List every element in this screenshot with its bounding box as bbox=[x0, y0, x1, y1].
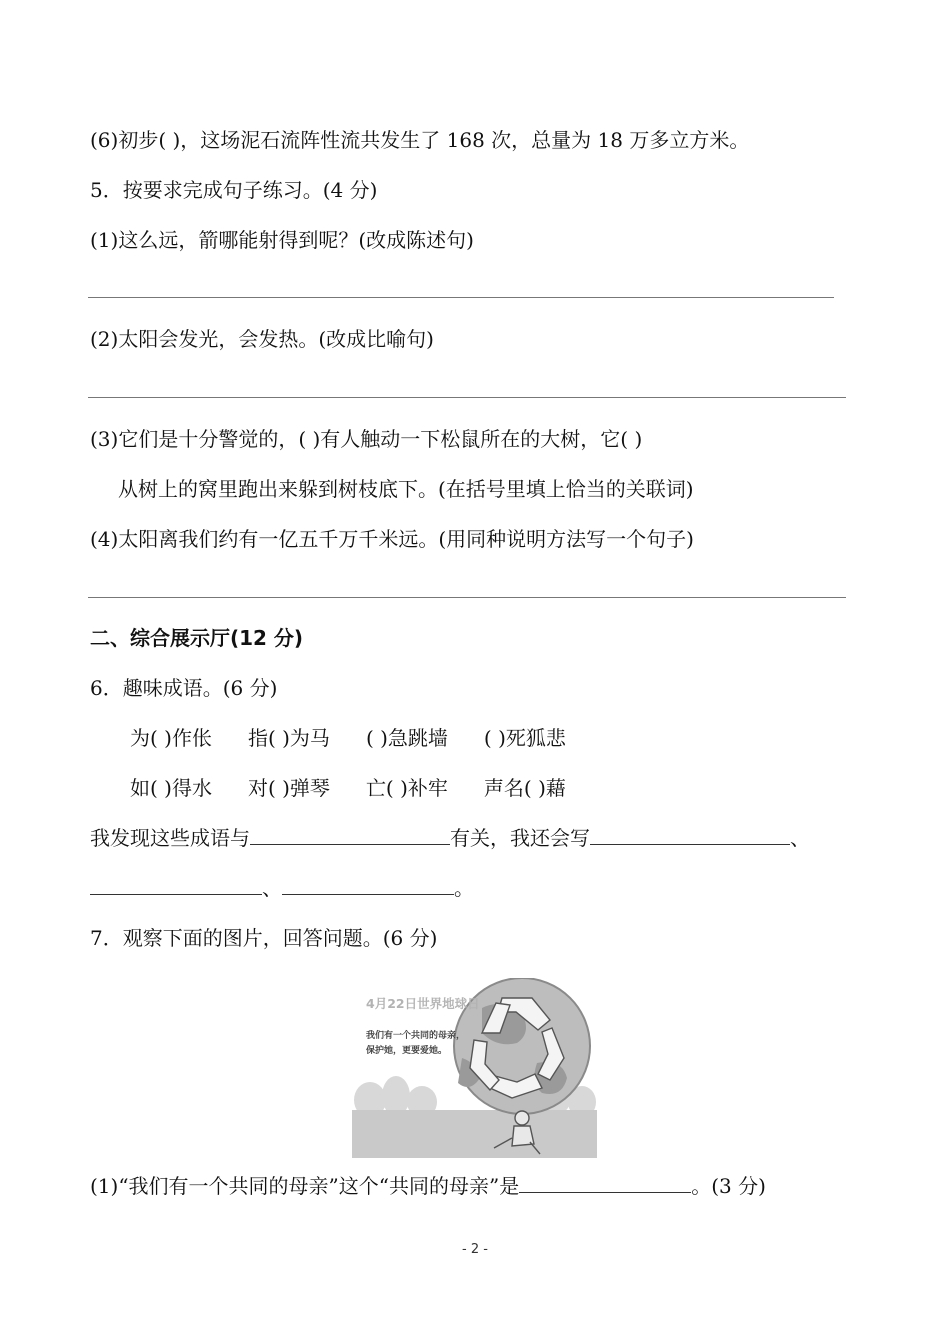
end-mark: 。 bbox=[454, 876, 474, 900]
discovery-blank-2[interactable] bbox=[590, 824, 790, 845]
discovery-text-b: 有关，我还会写 bbox=[450, 826, 590, 850]
page-number: - 2 - bbox=[462, 1242, 488, 1257]
q5-sentence-4: (4)太阳离我们约有一亿五千万千米远。(用同种说明方法写一个句子) bbox=[90, 527, 694, 551]
poster-title: 4月22日世界地球日 bbox=[366, 996, 480, 1011]
q5-title: 5．按要求完成句子练习。(4 分) bbox=[90, 178, 378, 202]
idiom-row-2 bbox=[130, 774, 602, 802]
q6-more-idioms-line bbox=[90, 874, 474, 902]
sep-mark: 、 bbox=[262, 876, 282, 900]
q6-discovery-line bbox=[90, 824, 810, 852]
q7-sub1-text: (1)“我们有一个共同的母亲”这个“共同的母亲”是 bbox=[90, 1174, 520, 1198]
poster-line-1: 我们有一个共同的母亲， bbox=[366, 1031, 466, 1041]
idiom-row-1 bbox=[130, 724, 602, 752]
section-2-heading: 二、综合展示厅(12 分) bbox=[90, 626, 304, 650]
idiom[interactable]: 指( )为马 bbox=[247, 726, 330, 750]
q5-sentence-3b: 从树上的窝里跑出来躲到树枝底下。(在括号里填上恰当的关联词) bbox=[118, 477, 694, 501]
idiom[interactable]: 亡( )补牢 bbox=[365, 776, 448, 800]
idiom[interactable]: ( )死狐悲 bbox=[483, 726, 566, 750]
answer-line-4[interactable] bbox=[88, 597, 846, 598]
answer-line-2[interactable] bbox=[88, 397, 846, 398]
q7-title: 7．观察下面的图片，回答问题。(6 分) bbox=[90, 926, 438, 950]
q5-sentence-3a: (3)它们是十分警觉的，( )有人触动一下松鼠所在的大树，它( ) bbox=[90, 427, 643, 451]
q7-subquestion-1 bbox=[90, 1172, 766, 1200]
idiom[interactable]: 声名( )藉 bbox=[483, 776, 566, 800]
q7-sub1-blank[interactable] bbox=[519, 1172, 691, 1193]
discovery-blank-1[interactable] bbox=[250, 824, 450, 845]
idiom[interactable]: 对( )弹琴 bbox=[247, 776, 330, 800]
q4-item-6: (6)初步( )，这场泥石流阵性流共发生了 168 次，总量为 18 万多立方米。 bbox=[90, 128, 750, 152]
idiom[interactable]: 为( )作伥 bbox=[130, 726, 212, 750]
poster-line-2: 保护她，更要爱她。 bbox=[366, 1046, 448, 1056]
q6-title: 6．趣味成语。(6 分) bbox=[90, 676, 278, 700]
idiom-blank-3[interactable] bbox=[90, 874, 262, 895]
q7-sub1-score: 。(3 分) bbox=[691, 1174, 766, 1198]
discovery-text-a: 我发现这些成语与 bbox=[90, 826, 250, 850]
idiom[interactable]: 如( )得水 bbox=[130, 776, 212, 800]
idiom[interactable]: ( )急跳墙 bbox=[365, 726, 448, 750]
q5-sentence-2: (2)太阳会发光，会发热。(改成比喻句) bbox=[90, 327, 434, 351]
q5-sentence-1: (1)这么远，箭哪能射得到呢？(改成陈述句) bbox=[90, 228, 474, 252]
answer-line-1[interactable] bbox=[88, 297, 834, 298]
comma-mark: 、 bbox=[790, 826, 810, 850]
idiom-blank-4[interactable] bbox=[282, 874, 454, 895]
earth-day-poster bbox=[352, 978, 597, 1158]
ground-band bbox=[352, 1110, 597, 1158]
